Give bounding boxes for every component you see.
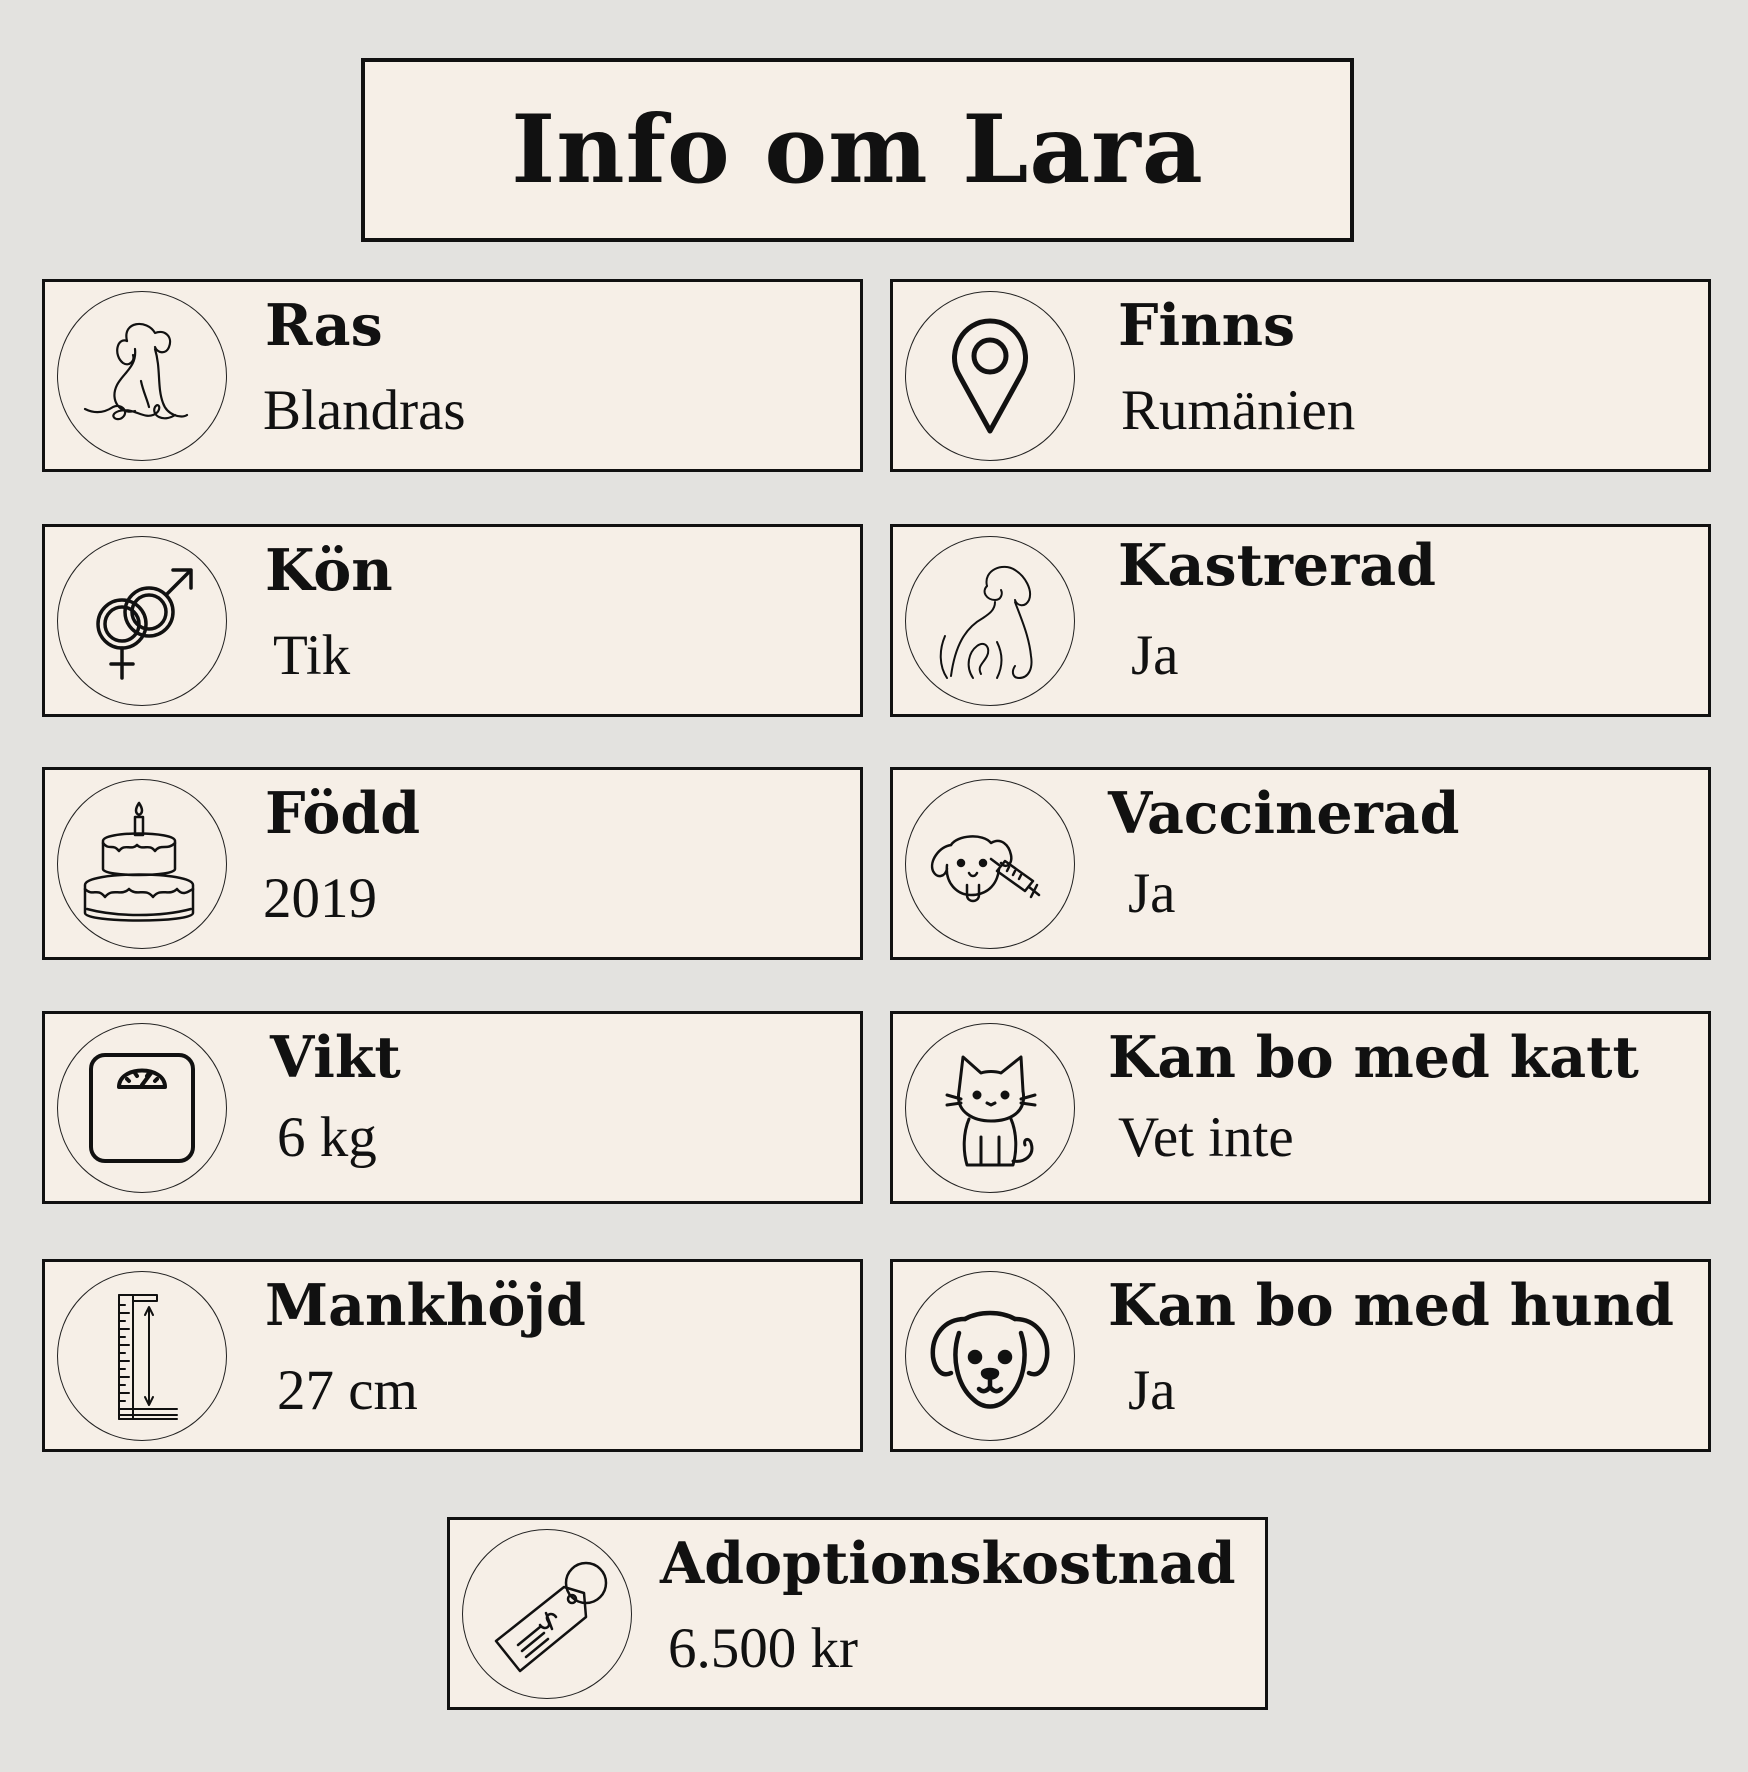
card-value: 27 cm: [277, 1359, 418, 1422]
card-label: Kan bo med hund: [1108, 1272, 1674, 1339]
info-card-kon: [42, 524, 863, 717]
card-value: 6.500 kr: [668, 1617, 858, 1680]
card-value: Ja: [1128, 862, 1176, 925]
card-label: Kan bo med katt: [1108, 1024, 1639, 1091]
weight-scale-icon: [57, 1023, 227, 1193]
card-label: Vaccinerad: [1108, 780, 1460, 847]
card-value: 2019: [263, 867, 377, 930]
title-box: [361, 58, 1354, 242]
height-measure-icon: [57, 1271, 227, 1441]
card-label: Finns: [1118, 292, 1296, 359]
card-value: Rumänien: [1121, 379, 1356, 442]
dog-face-icon: [905, 1271, 1075, 1441]
card-value: Ja: [1128, 1359, 1176, 1422]
page-title: Info om Lara: [511, 95, 1204, 205]
card-label: Född: [265, 780, 421, 847]
dog-line-art-icon: [57, 291, 227, 461]
info-card-mankhojd: [42, 1259, 863, 1452]
card-label: Adoptionskostnad: [660, 1530, 1236, 1597]
card-label: Mankhöjd: [265, 1272, 586, 1339]
card-value: Tik: [273, 624, 351, 687]
card-value: Vet inte: [1118, 1106, 1294, 1169]
card-label: Ras: [265, 292, 383, 359]
info-card-finns: [890, 279, 1711, 472]
cat-icon: [905, 1023, 1075, 1193]
location-pin-icon: [905, 291, 1075, 461]
info-card-vikt: [42, 1011, 863, 1204]
card-value: Ja: [1131, 624, 1179, 687]
info-card-kastrerad: [890, 524, 1711, 717]
info-card-adoptionskostnad: [447, 1517, 1268, 1710]
info-card-ras: [42, 279, 863, 472]
info-card-fodd: [42, 767, 863, 960]
birthday-cake-icon: [57, 779, 227, 949]
price-tag-icon: [462, 1529, 632, 1699]
info-card-vaccinerad: [890, 767, 1711, 960]
dog-vaccine-syringe-icon: [905, 779, 1075, 949]
gender-symbols-icon: [57, 536, 227, 706]
card-value: Blandras: [263, 379, 466, 442]
card-label: Kastrerad: [1118, 532, 1437, 599]
card-label: Kön: [265, 537, 393, 604]
card-label: Vikt: [270, 1024, 401, 1091]
sitting-dog-icon: [905, 536, 1075, 706]
card-value: 6 kg: [277, 1106, 377, 1169]
info-card-katt: [890, 1011, 1711, 1204]
info-card-hund: [890, 1259, 1711, 1452]
